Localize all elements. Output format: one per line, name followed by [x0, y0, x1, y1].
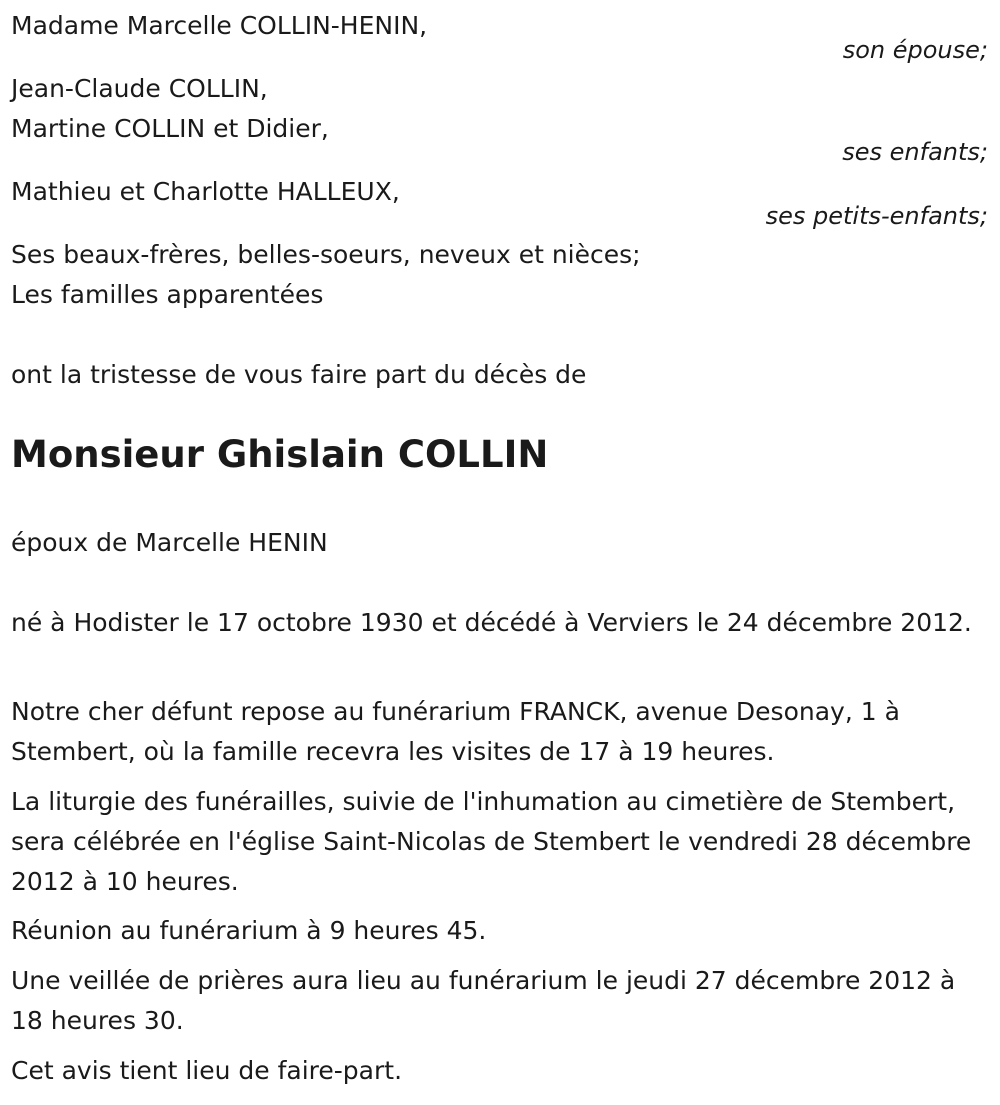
relatives-line: Ses beaux-frères, belles-soeurs, neveux et nièces;	[11, 240, 641, 269]
funerarium-paragraph: Notre cher défunt repose au funérarium FRANCK, avenue Desonay, 1 à Stembert, où la famille recevra les visites de 17 à 19 heures.	[11, 697, 900, 766]
announcement-text: ont la tristesse de vous faire part du décès de	[11, 360, 587, 389]
birth-death-paragraph: né à Hodister le 17 octobre 1930 et décédé à Verviers le 24 décembre 2012.	[11, 608, 972, 637]
grandchildren-names: Mathieu et Charlotte HALLEUX,	[11, 177, 400, 206]
child-name: Martine COLLIN et Didier,	[11, 114, 329, 143]
vigil-paragraph: Une veillée de prières aura lieu au funérarium le jeudi 27 décembre 2012 à 18 heures 30.	[11, 966, 956, 1035]
spouse-name: Madame Marcelle COLLIN-HENIN,	[11, 11, 428, 40]
children-role: ses enfants;	[842, 138, 988, 166]
meeting-paragraph: Réunion au funérarium à 9 heures 45.	[11, 916, 487, 945]
spouse-of-text: époux de Marcelle HENIN	[11, 528, 328, 557]
child-name: Jean-Claude COLLIN,	[11, 74, 268, 103]
liturgy-paragraph: La liturgie des funérailles, suivie de l'inhumation au cimetière de Stembert, sera célébrée en l'église Saint-Nicolas de Stembert le vendredi 28 décembre 2012 à 10 heures.	[11, 787, 972, 896]
spouse-role: son épouse;	[842, 36, 988, 64]
closing-paragraph: Cet avis tient lieu de faire-part.	[11, 1056, 403, 1085]
relatives-line: Les familles apparentées	[11, 280, 324, 309]
deceased-name: Monsieur Ghislain COLLIN	[11, 433, 549, 476]
grandchildren-role: ses petits-enfants;	[765, 202, 988, 230]
